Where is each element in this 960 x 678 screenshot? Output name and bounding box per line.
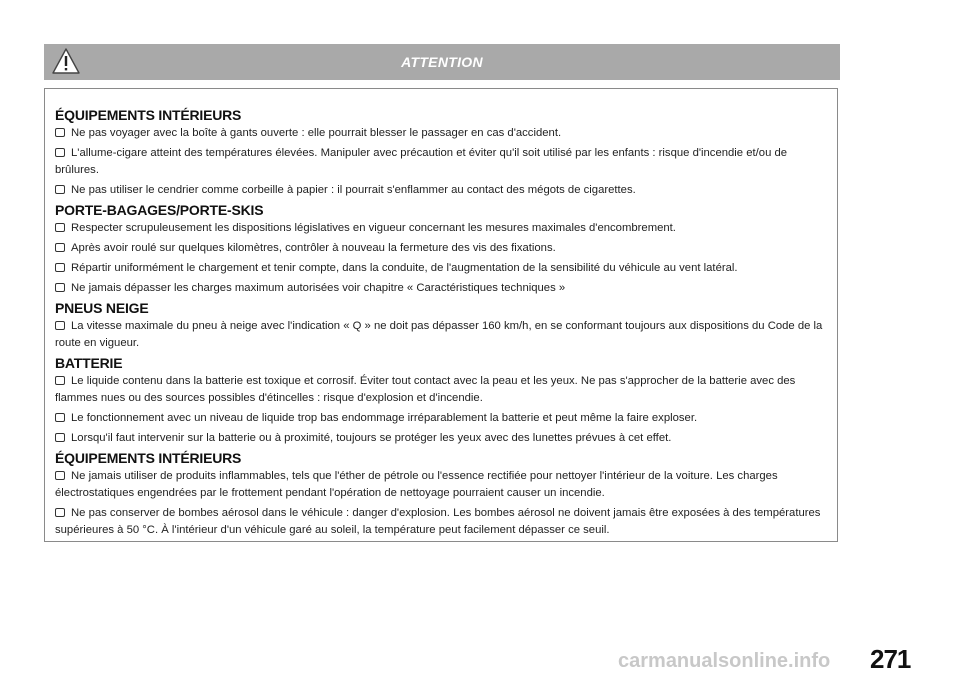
list-item: Ne pas voyager avec la boîte à gants ouverte : elle pourrait blesser le passager en cas d'accident. bbox=[55, 125, 827, 142]
section-heading: BATTERIE bbox=[55, 355, 123, 371]
list-item: Le liquide contenu dans la batterie est toxique et corrosif. Éviter tout contact avec la peau et les yeux. Ne pas s'approcher de la batterie avec des flammes nues ou des sources possibles d'étincelles : risque d'explosion et d'incendie. bbox=[55, 375, 796, 404]
section-heading: PORTE-BAGAGES/PORTE-SKIS bbox=[55, 202, 264, 218]
checkbox-bullet-icon bbox=[55, 243, 65, 252]
checkbox-bullet-icon bbox=[55, 508, 65, 517]
list-item: Ne pas conserver de bombes aérosol dans le véhicule : danger d'explosion. Les bombes aérosol ne doivent jamais être exposées à des températures supérieures à 50 °C. À l'intérieur d'un véhicule garé au soleil, la température peut facilement dépasser ce seuil. bbox=[55, 507, 821, 536]
checkbox-bullet-icon bbox=[55, 263, 65, 272]
section-heading: PNEUS NEIGE bbox=[55, 300, 149, 316]
section-interior-equipment-2 bbox=[55, 450, 827, 539]
watermark: carmanualsonline.info bbox=[618, 650, 831, 672]
checkbox-bullet-icon bbox=[55, 433, 65, 442]
list-item: Après avoir roulé sur quelques kilomètres, contrôler à nouveau la fermeture des vis des fixations. bbox=[55, 240, 827, 257]
checkbox-bullet-icon bbox=[55, 413, 65, 422]
section-heading: ÉQUIPEMENTS INTÉRIEURS bbox=[55, 450, 242, 466]
checkbox-bullet-icon bbox=[55, 223, 65, 232]
list-item: Ne jamais utiliser de produits inflammables, tels que l'éther de pétrole ou l'essence rectifiée pour nettoyer l'intérieur de la voiture. Les charges électrostatiques engendrées par le frottement pendant l'opération de nettoyage pourraient causer un incendie. bbox=[55, 470, 778, 499]
list-item: Le fonctionnement avec un niveau de liquide trop bas endommage irréparablement la batterie et peut même la faire exploser. bbox=[55, 410, 827, 427]
page-number: 271 bbox=[870, 644, 911, 674]
list-item: Ne jamais dépasser les charges maximum autorisées voir chapitre « Caractéristiques techniques » bbox=[55, 280, 827, 297]
attention-title: ATTENTION bbox=[401, 54, 483, 70]
attention-banner bbox=[44, 44, 840, 80]
warning-content-box bbox=[44, 88, 838, 542]
checkbox-bullet-icon bbox=[55, 321, 65, 330]
section-roof-rack bbox=[55, 202, 827, 297]
list-item: Lorsqu'il faut intervenir sur la batterie ou à proximité, toujours se protéger les yeux avec des lunettes prévues à cet effet. bbox=[55, 430, 827, 447]
list-item: L'allume-cigare atteint des températures élevées. Manipuler avec précaution et éviter qu'il soit utilisé par les enfants : risque d'incendie et/ou de brûlures. bbox=[55, 147, 788, 176]
checkbox-bullet-icon bbox=[55, 185, 65, 194]
list-item: La vitesse maximale du pneu à neige avec l'indication « Q » ne doit pas dépasser 160 km/h, en se conformant toujours aux dispositions du Code de la route en vigueur. bbox=[55, 320, 823, 349]
section-interior-equipment-1 bbox=[55, 107, 827, 199]
list-item: Répartir uniformément le chargement et tenir compte, dans la conduite, de l'augmentation de la sensibilité du véhicule au vent latéral. bbox=[55, 260, 827, 277]
checkbox-bullet-icon bbox=[55, 376, 65, 385]
section-snow-tyres bbox=[55, 300, 827, 352]
checkbox-bullet-icon bbox=[55, 148, 65, 157]
list-item: Ne pas utiliser le cendrier comme corbeille à papier : il pourrait s'enflammer au contact des mégots de cigarettes. bbox=[55, 182, 827, 199]
checkbox-bullet-icon bbox=[55, 128, 65, 137]
checkbox-bullet-icon bbox=[55, 471, 65, 480]
list-item: Respecter scrupuleusement les dispositions législatives en vigueur concernant les mesures maximales d'encombrement. bbox=[55, 220, 827, 237]
section-heading: ÉQUIPEMENTS INTÉRIEURS bbox=[55, 107, 242, 123]
section-battery bbox=[55, 355, 827, 447]
checkbox-bullet-icon bbox=[55, 283, 65, 292]
